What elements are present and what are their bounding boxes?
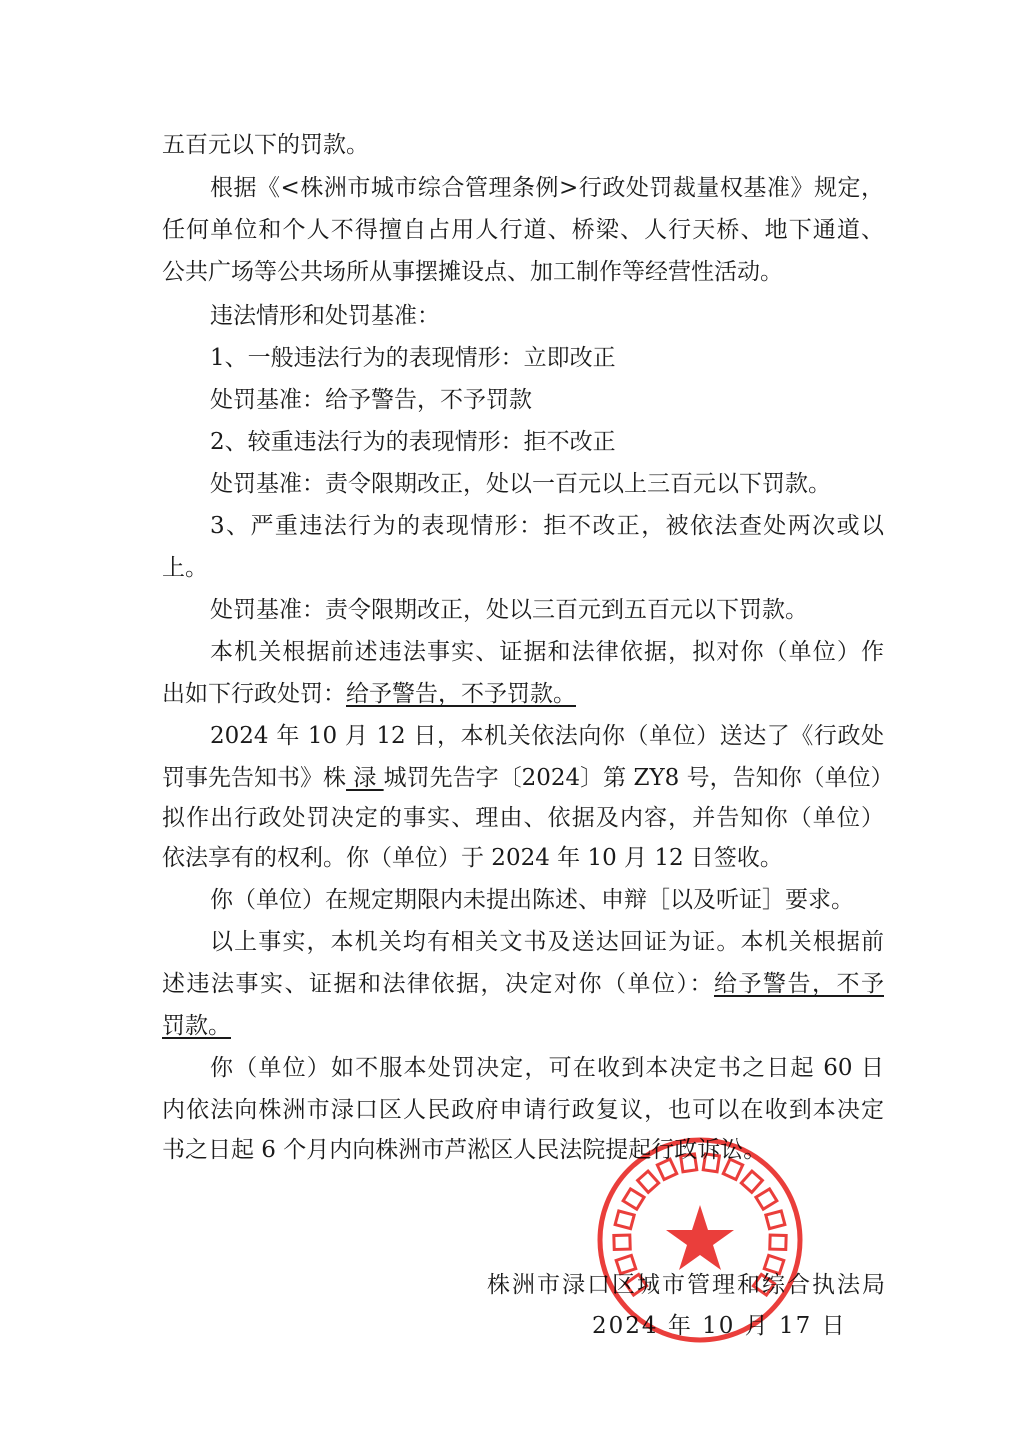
text-line (210, 637, 884, 667)
text-line (162, 215, 884, 245)
underlined-decision: 给予警告，不予 (714, 971, 884, 997)
text-line (210, 385, 884, 415)
text-line (162, 130, 884, 160)
issuer-name: 株洲市渌口区城市管理和综合执法局 (487, 1272, 887, 1298)
seal-glyph-mark (770, 1235, 786, 1249)
seal-glyph-mark (723, 1159, 742, 1179)
text-line (210, 721, 884, 751)
issue-date: 2024 年 10 月 17 日 (592, 1313, 847, 1339)
text-segment: 上。 (162, 555, 208, 581)
text-segment: 3、严重违法行为的表现情形：拒不改正，被依法查处两次或以 (210, 513, 884, 539)
text-segment: 任何单位和个人不得擅自占用人行道、桥梁、人行天桥、地下通道、 (162, 217, 884, 243)
seal-glyph-mark (626, 1274, 647, 1295)
seal-glyph-mark (764, 1255, 784, 1273)
text-line (210, 469, 884, 499)
seal-glyph-mark (753, 1274, 774, 1295)
underlined-decision: 给予警告，不予罚款。 (346, 681, 576, 707)
text-segment: 处罚基准：责令限期改正，处以三百元到五百元以下罚款。 (210, 597, 808, 623)
text-segment: 五百元以下的罚款。 (162, 132, 369, 158)
text-segment: 出如下行政处罚： (162, 681, 346, 707)
text-segment: 公共广场等公共场所从事摆摊设点、加工制作等经营性活动。 (162, 259, 783, 285)
text-segment: 书之日起 6 个月内向株洲市芦淞区人民法院提起行政诉讼。 (162, 1137, 767, 1163)
text-segment: 违法情形和处罚基准： (210, 303, 440, 329)
text-segment: 拟作出行政处罚决定的事实、理由、依据及内容，并告知你（单位） (162, 805, 884, 831)
text-segment: 根据《<株洲市城市综合管理条例>行政处罚裁量权基准》规定， (210, 175, 884, 201)
text-line (162, 1011, 884, 1041)
text-segment: 以上事实，本机关均有相关文书及送达回证为证。本机关根据前 (210, 929, 884, 955)
text-line (162, 257, 884, 287)
text-segment: 2、较重违法行为的表现情形：拒不改正 (210, 429, 616, 455)
text-segment: 处罚基准：责令限期改正，处以一百元以上三百元以下罚款。 (210, 471, 831, 497)
text-segment: 依法享有的权利。你（单位）于 2024 年 10 月 12 日签收。 (162, 845, 783, 871)
text-line (210, 927, 884, 957)
text-line (162, 803, 884, 833)
seal-glyph-mark (741, 1171, 762, 1192)
text-line (162, 553, 884, 583)
text-line (210, 1053, 884, 1083)
text-segment: 罚事先告知书》株 (162, 765, 346, 791)
text-line (210, 511, 884, 541)
text-segment: 本机关根据前述违法事实、证据和法律依据，拟对你（单位）作 (210, 639, 884, 665)
seal-glyph-mark (616, 1255, 636, 1273)
text-line (162, 969, 884, 999)
text-line (210, 427, 884, 457)
text-segment: 2024 年 10 月 12 日，本机关依法向你（单位）送达了《行政处 (210, 723, 884, 749)
seal-glyph-mark (614, 1235, 630, 1249)
text-line (210, 885, 884, 915)
underlined-decision: 渌 (346, 765, 384, 791)
seal-glyph-mark (703, 1154, 719, 1172)
text-line (210, 173, 884, 203)
seal-glyph-mark (615, 1211, 634, 1229)
text-segment: 述违法事实、证据和法律依据，决定对你（单位）： (162, 971, 714, 997)
text-line (162, 1095, 884, 1125)
text-line (162, 843, 884, 873)
official-seal (595, 1135, 805, 1345)
text-line (210, 343, 884, 373)
seal-star-icon (666, 1205, 734, 1270)
seal-glyph-mark (766, 1211, 785, 1229)
text-line (162, 763, 894, 793)
text-segment: 城罚先告字〔2024〕第 ZY8 号，告知你（单位） (383, 765, 894, 791)
text-line (210, 595, 884, 625)
seal-glyph-mark (638, 1171, 659, 1192)
text-segment: 处罚基准：给予警告，不予罚款 (210, 387, 532, 413)
underlined-decision: 罚款。 (162, 1013, 231, 1039)
seal-glyph-mark (623, 1189, 644, 1209)
seal-glyph-mark (756, 1189, 777, 1209)
text-segment: 内依法向株洲市渌口区人民政府申请行政复议，也可以在收到本决定 (162, 1097, 884, 1123)
text-segment: 你（单位）如不服本处罚决定，可在收到本决定书之日起 60 日 (210, 1055, 884, 1081)
text-line (162, 679, 884, 709)
text-line (210, 301, 884, 331)
seal-glyph-mark (657, 1159, 676, 1179)
text-segment: 1、一般违法行为的表现情形：立即改正 (210, 345, 616, 371)
seal-glyph-mark (681, 1154, 697, 1172)
text-segment: 你（单位）在规定期限内未提出陈述、申辩［以及听证］要求。 (210, 887, 854, 913)
